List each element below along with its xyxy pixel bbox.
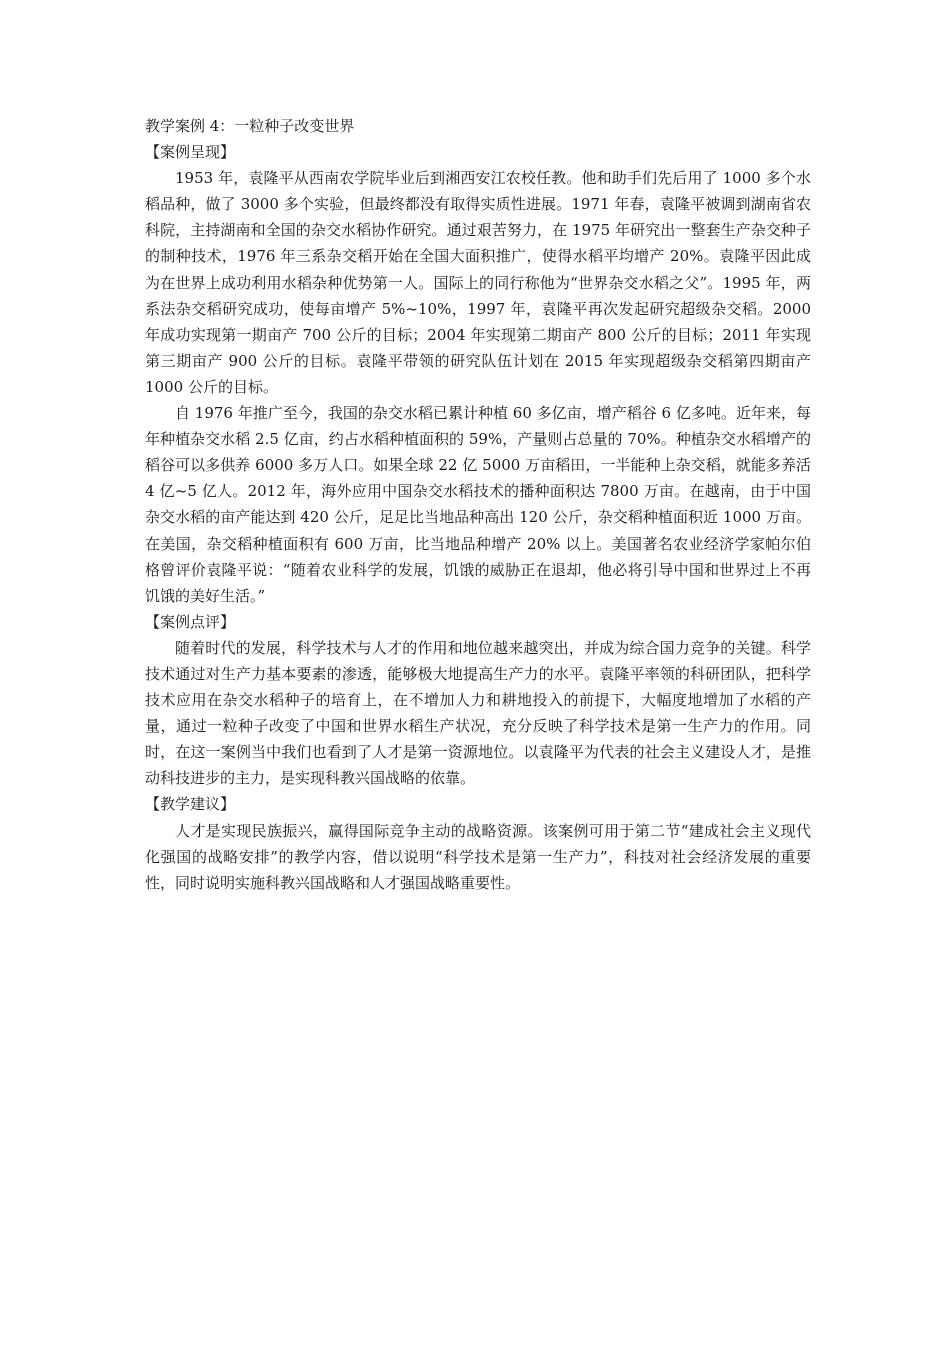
section-heading-presentation: 【案例呈现】	[145, 143, 236, 162]
section-heading-suggestion: 【教学建议】	[145, 795, 236, 814]
section-heading-commentary: 【案例点评】	[145, 612, 236, 631]
presentation-paragraph-2: 自 1976 年推广至今，我国的杂交水稻已累计种植 60 多亿亩，增产稻谷 6 亿多吨。近年来，每年种植杂交水稻 2.5 亿亩，约占水稻种植面积的 59%，产量则占总量的 70%。种植杂交水稻增产的稻谷可以多供养 6000 多万人口。如果全球 22 亿 5000 万亩稻田，一半能种上杂交稻，就能多养活 4 亿~5 亿人。2012 年，海外应用中国杂交水稻技术的播种面积达 7800 万亩。在越南，由于中国杂交水稻的亩产能达到 420 公斤，足足比当地品种高出 120 公斤，杂交稻种植面积近 1000 万亩。在美国，杂交稻种植面积有 600 万亩，比当地品种增产 20% 以上。美国著名农业经济学家帕尔伯格曾评价袁隆平说：“随着农业科学的发展，饥饿的威胁正在退却，他必将引导中国和世界过上不再饥饿的美好生活。”	[145, 404, 811, 605]
commentary-paragraph: 随着时代的发展，科学技术与人才的作用和地位越来越突出，并成为综合国力竞争的关键。科学技术通过对生产力基本要素的渗透，能够极大地提高生产力的水平。袁隆平率领的科研团队，把科学技术应用在杂交水稻种子的培育上，在不增加人力和耕地投入的前提下，大幅度地增加了水稻的产量，通过一粒种子改变了中国和世界水稻生产状况，充分反映了科学技术是第一生产力的作用。同时，在这一案例当中我们也看到了人才是第一资源地位。以袁隆平为代表的社会主义建设人才，是推动科技进步的主力，是实现科教兴国战略的依靠。	[145, 638, 811, 788]
presentation-paragraph-1: 1953 年，袁隆平从西南农学院毕业后到湘西安江农校任教。他和助手们先后用了 1000 多个水稻品种，做了 3000 多个实验，但最终都没有取得实质性进展。1971 年春，袁隆平被调到湖南省农科院，主持湖南和全国的杂交水稻协作研究。通过艰苦努力，在 1975 年研究出一整套生产杂交种子的制种技术，1976 年三系杂交稻开始在全国大面积推广，使得水稻平均增产 20%。袁隆平因此成为在世界上成功利用水稻杂种优势第一人。国际上的同行称他为“世界杂交水稻之父”。1995 年，两系法杂交稻研究成功，使每亩增产 5%~10%，1997 年，袁隆平再次发起研究超级杂交稻。2000 年成功实现第一期亩产 700 公斤的目标；2004 年实现第二期亩产 800 公斤的目标；2011 年实现第三期亩产 900 公斤的目标。袁隆平带领的研究队伍计划在 2015 年实现超级杂交稻第四期亩产 1000 公斤的目标。	[145, 169, 811, 396]
document-body	[145, 113, 811, 896]
suggestion-paragraph: 人才是实现民族振兴，赢得国际竞争主动的战略资源。该案例可用于第二节“建成社会主义现代化强国的战略安排”的教学内容，借以说明“科学技术是第一生产力”，科技对社会经济发展的重要性，同时说明实施科教兴国战略和人才强国战略重要性。	[145, 821, 811, 892]
case-title: 教学案例 4：一粒种子改变世界	[145, 117, 355, 135]
